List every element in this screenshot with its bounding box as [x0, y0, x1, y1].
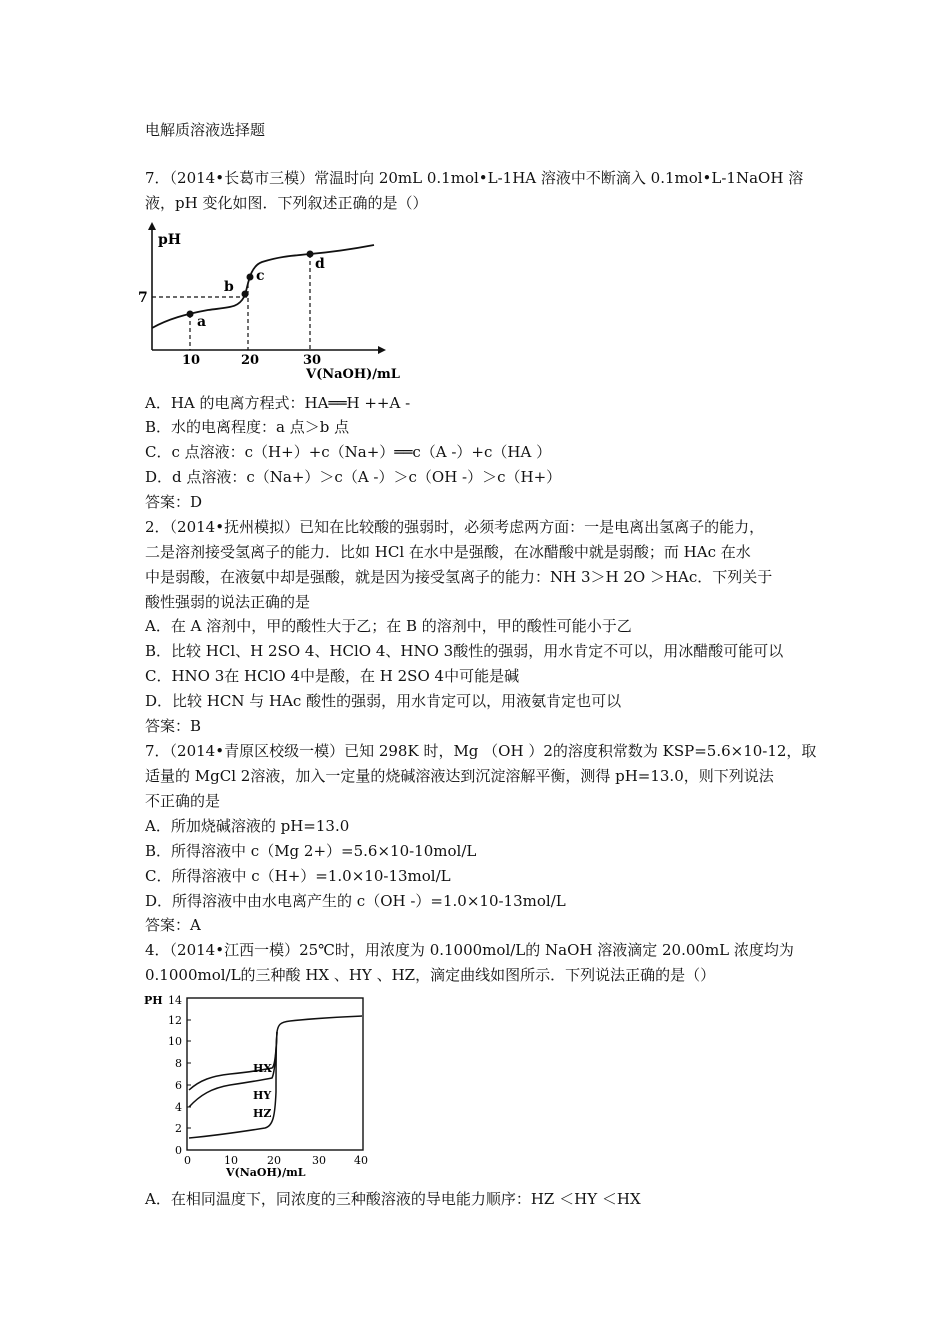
q4-ytick-12: 12 — [168, 1014, 182, 1027]
q3-stem-line-3: 不正确的是 — [145, 792, 221, 810]
q2-stem-line-3: 中是弱酸，在液氨中却是强酸，就是因为接受氢离子的能力：NH 3＞H 2O ＞HAc．下列关于 — [145, 568, 773, 586]
q4-ytick-2: 2 — [175, 1122, 182, 1135]
q2-option-a: A．在 A 溶剂中，甲的酸性大于乙；在 B 的溶剂中，甲的酸性可能小于乙 — [145, 617, 632, 635]
q1-x-label: V(NaOH)/mL — [306, 367, 400, 382]
q1-option-a: A．HA 的电离方程式：HA══H ++A - — [145, 394, 411, 412]
q4-x-label: V(NaOH)/mL — [226, 1166, 306, 1178]
q4-xtick-20: 20 — [267, 1154, 281, 1167]
q1-xtick-20: 20 — [241, 353, 260, 368]
q4-xtick-30: 30 — [312, 1154, 326, 1167]
q3-option-b: B．所得溶液中 c（Mg 2+）=5.6×10-10mol/L — [145, 842, 477, 860]
q2-option-b: B．比较 HCl、H 2SO 4、HClO 4、HNO 3酸性的强弱，用水肯定不可以，用冰醋酸可能可以 — [145, 642, 784, 660]
q3-option-a: A．所加烧碱溶液的 pH=13.0 — [145, 817, 350, 835]
q4-y-label: PH — [144, 994, 163, 1007]
q1-y-label: pH — [158, 232, 182, 248]
q1-y-mark-7: 7 — [138, 290, 148, 306]
q4-option-a: A．在相同温度下，同浓度的三种酸溶液的导电能力顺序：HZ ＜HY ＜HX — [145, 1190, 641, 1208]
q1-option-d: D．d 点溶液：c（Na+）＞c（A -）＞c（OH -）＞c（H+） — [145, 468, 562, 486]
q1-ph-curve — [152, 245, 374, 328]
q3-option-d: D．所得溶液中由水电离产生的 c（OH -）=1.0×10-13mol/L — [145, 892, 566, 910]
q1-label-b: b — [224, 279, 234, 295]
q1-xtick-10: 10 — [182, 353, 201, 368]
q4-xtick-40: 40 — [354, 1154, 368, 1167]
q4-ytick-8: 8 — [175, 1057, 182, 1070]
q1-y-arrow — [148, 222, 156, 230]
q4-label-hx: HX — [253, 1062, 272, 1075]
q1-stem-line-1: 7．（2014•长葛市三模）常温时向 20mL 0.1mol•L-1HA 溶液中不断滴入 0.1mol•L-1NaOH 溶 — [145, 169, 804, 187]
q3-option-c: C．所得溶液中 c（H+）=1.0×10-13mol/L — [145, 867, 451, 885]
q2-answer: 答案：B — [145, 717, 202, 735]
q3-stem-line-2: 适量的 MgCl 2溶液，加入一定量的烧碱溶液达到沉淀溶解平衡，测得 pH=13.0，则下列说法 — [145, 767, 774, 785]
q2-stem-line-1: 2．（2014•抚州模拟）已知在比较酸的强弱时，必须考虑两方面：一是电离出氢离子的能力， — [145, 518, 765, 536]
q1-xtick-30: 30 — [303, 353, 322, 368]
q4-stem-line-2: 0.1000mol/L的三种酸 HX 、HY 、HZ，滴定曲线如图所示．下列说法正确的是（） — [145, 966, 716, 984]
q4-label-hz: HZ — [253, 1107, 272, 1120]
q3-stem-line-1: 7．（2014•青原区校级一模）已知 298K 时，Mg （OH ）2的溶度积常数为 KSP=5.6×10-12，取 — [145, 742, 817, 760]
q1-point-d — [307, 251, 314, 258]
q4-ytick-0: 0 — [175, 1144, 182, 1157]
q1-label-a: a — [197, 314, 207, 330]
q4-titration-figure — [140, 992, 380, 1178]
q1-ph-figure — [138, 222, 408, 382]
q1-option-c: C．c 点溶液：c（H+）+c（Na+）══c（A -）+c（HA ） — [145, 443, 552, 461]
q1-answer: 答案：D — [145, 493, 203, 511]
q4-plot-frame — [187, 998, 363, 1150]
q1-label-c: c — [256, 268, 265, 284]
q4-ytick-10: 10 — [168, 1035, 182, 1048]
q2-option-c: C．HNO 3在 HClO 4中是酸，在 H 2SO 4中可能是碱 — [145, 667, 520, 685]
q1-point-b — [242, 291, 249, 298]
q4-xtick-0: 0 — [184, 1154, 191, 1167]
q2-option-d: D．比较 HCN 与 HAc 酸性的强弱，用水肯定可以，用液氨肯定也可以 — [145, 692, 622, 710]
q2-stem-line-4: 酸性强弱的说法正确的是 — [145, 593, 311, 611]
q1-label-d: d — [315, 256, 325, 272]
q4-ytick-14: 14 — [168, 994, 182, 1007]
document-title: 电解质溶液选择题 — [145, 121, 266, 139]
q1-x-arrow — [378, 346, 386, 354]
q4-ytick-4: 4 — [175, 1101, 182, 1114]
q4-stem-line-1: 4．（2014•江西一模）25℃时，用浓度为 0.1000mol/L的 NaOH 溶液滴定 20.00mL 浓度均为 — [145, 941, 794, 959]
q3-answer: 答案：A — [145, 916, 201, 934]
q4-ytick-6: 6 — [175, 1079, 182, 1092]
q1-stem-line-2: 液，pH 变化如图．下列叙述正确的是（） — [145, 194, 428, 212]
q4-label-hy: HY — [253, 1089, 272, 1102]
q1-point-c — [247, 274, 254, 281]
q2-stem-line-2: 二是溶剂接受氢离子的能力．比如 HCl 在水中是强酸，在冰醋酸中就是弱酸；而 HAc 在水 — [145, 543, 751, 561]
q1-option-b: B．水的电离程度：a 点＞b 点 — [145, 418, 350, 436]
q1-point-a — [187, 311, 194, 318]
q4-xtick-10: 10 — [224, 1154, 238, 1167]
